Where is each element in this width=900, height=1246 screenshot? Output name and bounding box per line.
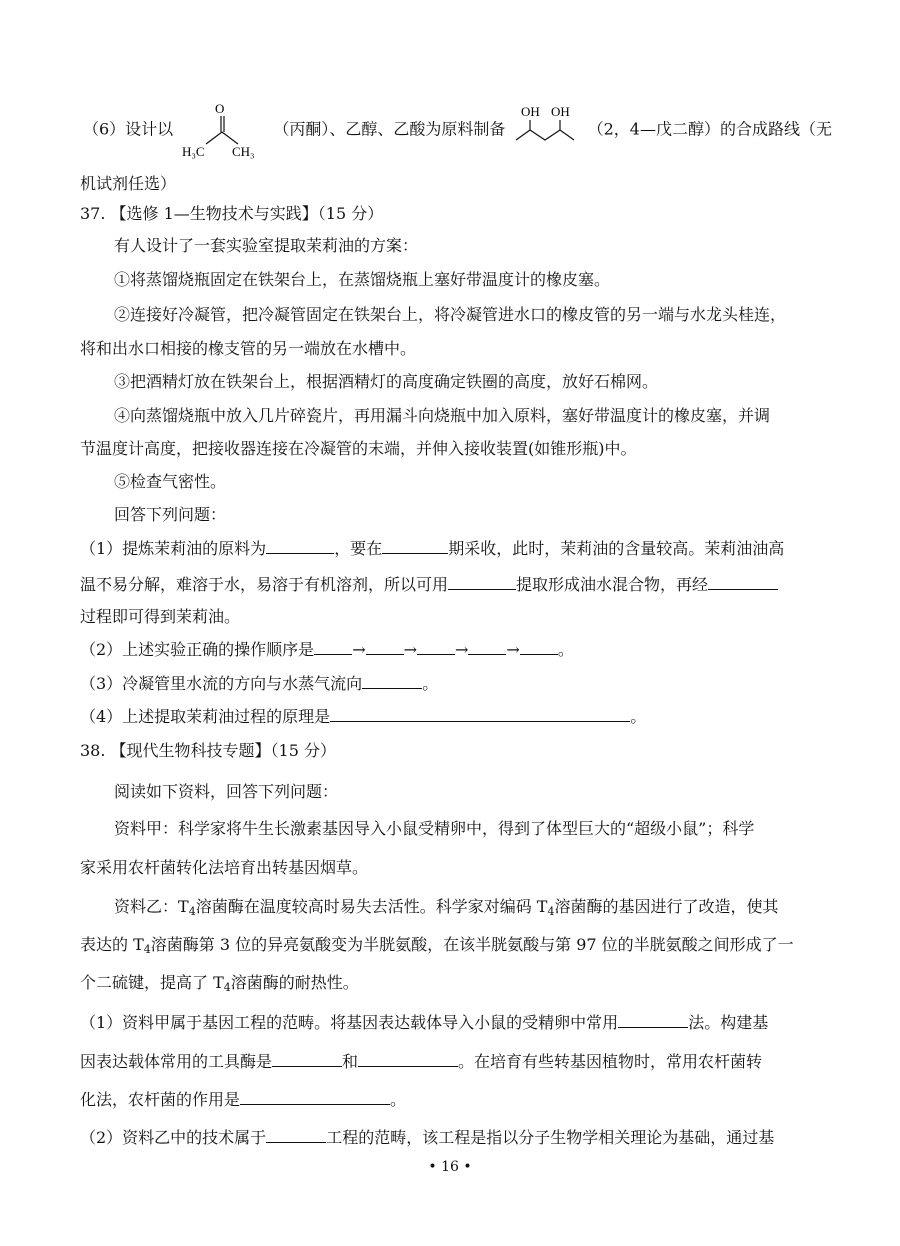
q36-6-line2: 机试剂任选） — [80, 174, 177, 193]
q37-p1-blank2[interactable] — [382, 537, 448, 554]
acetone-right-label: CH₃ — [232, 144, 255, 159]
q38-p1-line2 — [80, 1050, 762, 1073]
q37-p1-blank1[interactable] — [266, 537, 334, 554]
q38-yi-text-b1: 表达的 T — [80, 935, 144, 954]
q38-heading: 38. 【现代生物科技专题】（15 分） — [80, 741, 336, 760]
q37-p2-blank1[interactable] — [314, 638, 352, 655]
q38-p1-blank3[interactable] — [358, 1050, 458, 1067]
pentanediol-structure-icon — [510, 102, 582, 158]
subscript-4: 4 — [547, 905, 555, 918]
q38-intro: 阅读如下资料，回答下列问题： — [114, 782, 339, 801]
acetone-left-label: H₃C — [182, 144, 205, 159]
q37-step1: ①将蒸馏烧瓶固定在铁架台上，在蒸馏烧瓶上塞好带温度计的橡皮塞。 — [114, 270, 611, 289]
q37-answer-prompt: 回答下列问题： — [114, 505, 227, 524]
subscript-4: 4 — [188, 905, 196, 918]
q37-p1-text-a: （1）提炼茉莉油的原料为 — [80, 539, 267, 558]
subscript-4: 4 — [223, 981, 231, 994]
q38-yi-text-a2: 溶菌酶在温度较高时易失去活性。科学家对编码 T — [195, 897, 548, 916]
q37-step5: ⑤检查气密性。 — [114, 472, 227, 491]
arrow-icon: → — [455, 640, 469, 659]
q37-p1-text-b: ，要在 — [334, 539, 383, 558]
q37-step4a: ④向蒸馏烧瓶中放入几片碎瓷片，再用漏斗向烧瓶中加入原料，塞好带温度计的橡皮塞，并调 — [114, 406, 771, 425]
q38-yi-text-a3: 溶菌酶的基因进行了改造，使其 — [554, 897, 779, 916]
q38-jia-line2: 家采用农杆菌转化法培育出转基因烟草。 — [80, 858, 369, 877]
q38-p2-text-b: 工程的范畴，该工程是指以分子生物学相关理论为基础，通过基 — [326, 1128, 775, 1147]
end-mark: 。 — [422, 674, 439, 693]
q38-yi-text-b2: 溶菌酶第 3 位的异亮氨酸变为半胱氨酸，在该半胱氨酸与第 97 位的半胱氨酸之间形成了一 — [150, 935, 794, 954]
q38-p1-blank2[interactable] — [272, 1050, 342, 1067]
q38-p1-line3 — [80, 1088, 406, 1111]
arrow-icon: → — [403, 640, 417, 659]
q37-p4-text: （4）上述提取茉莉油过程的原理是 — [80, 707, 331, 726]
q38-p1-text-g: 。 — [390, 1090, 407, 1109]
q37-step2b: 将和出水口相接的橡支管的另一端放在水槽中。 — [80, 339, 417, 358]
q38-yi-line2 — [80, 934, 794, 961]
q38-p2-text-a: （2）资料乙中的技术属于 — [80, 1128, 267, 1147]
q38-p2-line1 — [80, 1126, 774, 1149]
subscript-4: 4 — [143, 943, 151, 956]
q37-p1-text-e: 提取形成油水混合物，再经 — [516, 575, 709, 594]
q38-p1-text-d: 和 — [342, 1052, 359, 1071]
q38-p2-blank1[interactable] — [266, 1126, 326, 1143]
q36-6-acetone-name: （丙酮）、乙醇、乙酸为原料制备 — [273, 119, 506, 139]
q38-jia-line1: 资料甲：科学家将牛生长激素基因导入小鼠受精卵中，得到了体型巨大的“超级小鼠”；科学 — [114, 819, 755, 838]
q36-6-prefix: （6）设计以 — [83, 119, 174, 139]
q38-p1-blank4[interactable] — [240, 1088, 390, 1105]
q37-p1-text-d: 温不易分解，难溶于水，易溶于有机溶剂，所以可用 — [80, 575, 449, 594]
acetone-o-label: O — [215, 101, 225, 116]
arrow-icon: → — [506, 640, 520, 659]
q37-p1-line3: 过程即可得到茉莉油。 — [80, 607, 241, 626]
diol-oh1-label: OH — [521, 104, 541, 119]
q38-yi-text-c1: 个二硫键，提高了 T — [80, 973, 224, 992]
acetone-structure-icon — [178, 100, 268, 160]
q37-p2-blank2[interactable] — [366, 638, 404, 655]
q36-6-diol-name: （2，4—戊二醇）的合成路线（无 — [587, 119, 832, 139]
q37-p2-text: （2）上述实验正确的操作顺序是 — [80, 640, 315, 659]
q38-yi-text-c2: 溶菌酶的耐热性。 — [230, 973, 359, 992]
q38-p1-text-b: 法。构建基 — [688, 1013, 769, 1032]
q38-p1-text-a: （1）资料甲属于基因工程的范畴。将基因表达载体导入小鼠的受精卵中常用 — [80, 1013, 619, 1032]
q37-p2-blank4[interactable] — [468, 638, 506, 655]
end-mark: 。 — [630, 707, 647, 726]
q37-p1-blank4[interactable] — [708, 573, 778, 590]
q36-6-line1 — [83, 100, 832, 160]
q37-step3: ③把酒精灯放在铁架台上，根据酒精灯的高度确定铁圈的高度，放好石棉网。 — [114, 372, 659, 391]
q37-heading: 37. 【选修 1—生物技术与实践】（15 分） — [80, 204, 384, 223]
q37-p1-blank3[interactable] — [448, 573, 516, 590]
q38-p1-text-f: 化法，农杆菌的作用是 — [80, 1090, 241, 1109]
q38-p1-text-c: 因表达载体常用的工具酶是 — [80, 1052, 273, 1071]
q37-p2-blank5[interactable] — [520, 638, 558, 655]
q37-p2-line — [80, 638, 574, 661]
q37-p1-line2 — [80, 573, 778, 596]
arrow-icon: → — [352, 640, 366, 659]
q37-p3-blank[interactable] — [362, 672, 422, 689]
q37-step4b: 节温度计高度，把接收器连接在冷凝管的末端，并伸入接收装置(如锥形瓶)中。 — [80, 439, 637, 458]
q37-p4-line — [80, 705, 646, 728]
q37-p1-line1 — [80, 537, 784, 560]
q37-step2a: ②连接好冷凝管，把冷凝管固定在铁架台上，将冷凝管进水口的橡皮管的另一端与水龙头桂连， — [114, 305, 787, 324]
q38-yi-text-a1: 资料乙：T — [114, 897, 189, 916]
page-number: • 16 • — [428, 1159, 472, 1175]
end-mark: 。 — [557, 640, 574, 659]
q37-p3-line — [80, 672, 438, 695]
diol-oh2-label: OH — [551, 104, 571, 119]
q37-p2-blank3[interactable] — [417, 638, 455, 655]
q37-intro: 有人设计了一套实验室提取茉莉油的方案： — [114, 236, 419, 255]
q38-p1-text-e: 。在培育有些转基因植物时，常用农杆菌转 — [458, 1052, 763, 1071]
q38-p1-blank1[interactable] — [618, 1011, 688, 1028]
q38-yi-line3 — [80, 972, 359, 999]
q38-p1-line1 — [80, 1011, 768, 1034]
q37-p1-text-c: 期采收，此时，茉莉油的含量较高。茉莉油油高 — [448, 539, 785, 558]
q37-p3-text: （3）冷凝管里水流的方向与水蒸气流向 — [80, 674, 363, 693]
q37-p4-blank[interactable] — [330, 705, 630, 722]
q38-yi-line1 — [114, 896, 778, 923]
